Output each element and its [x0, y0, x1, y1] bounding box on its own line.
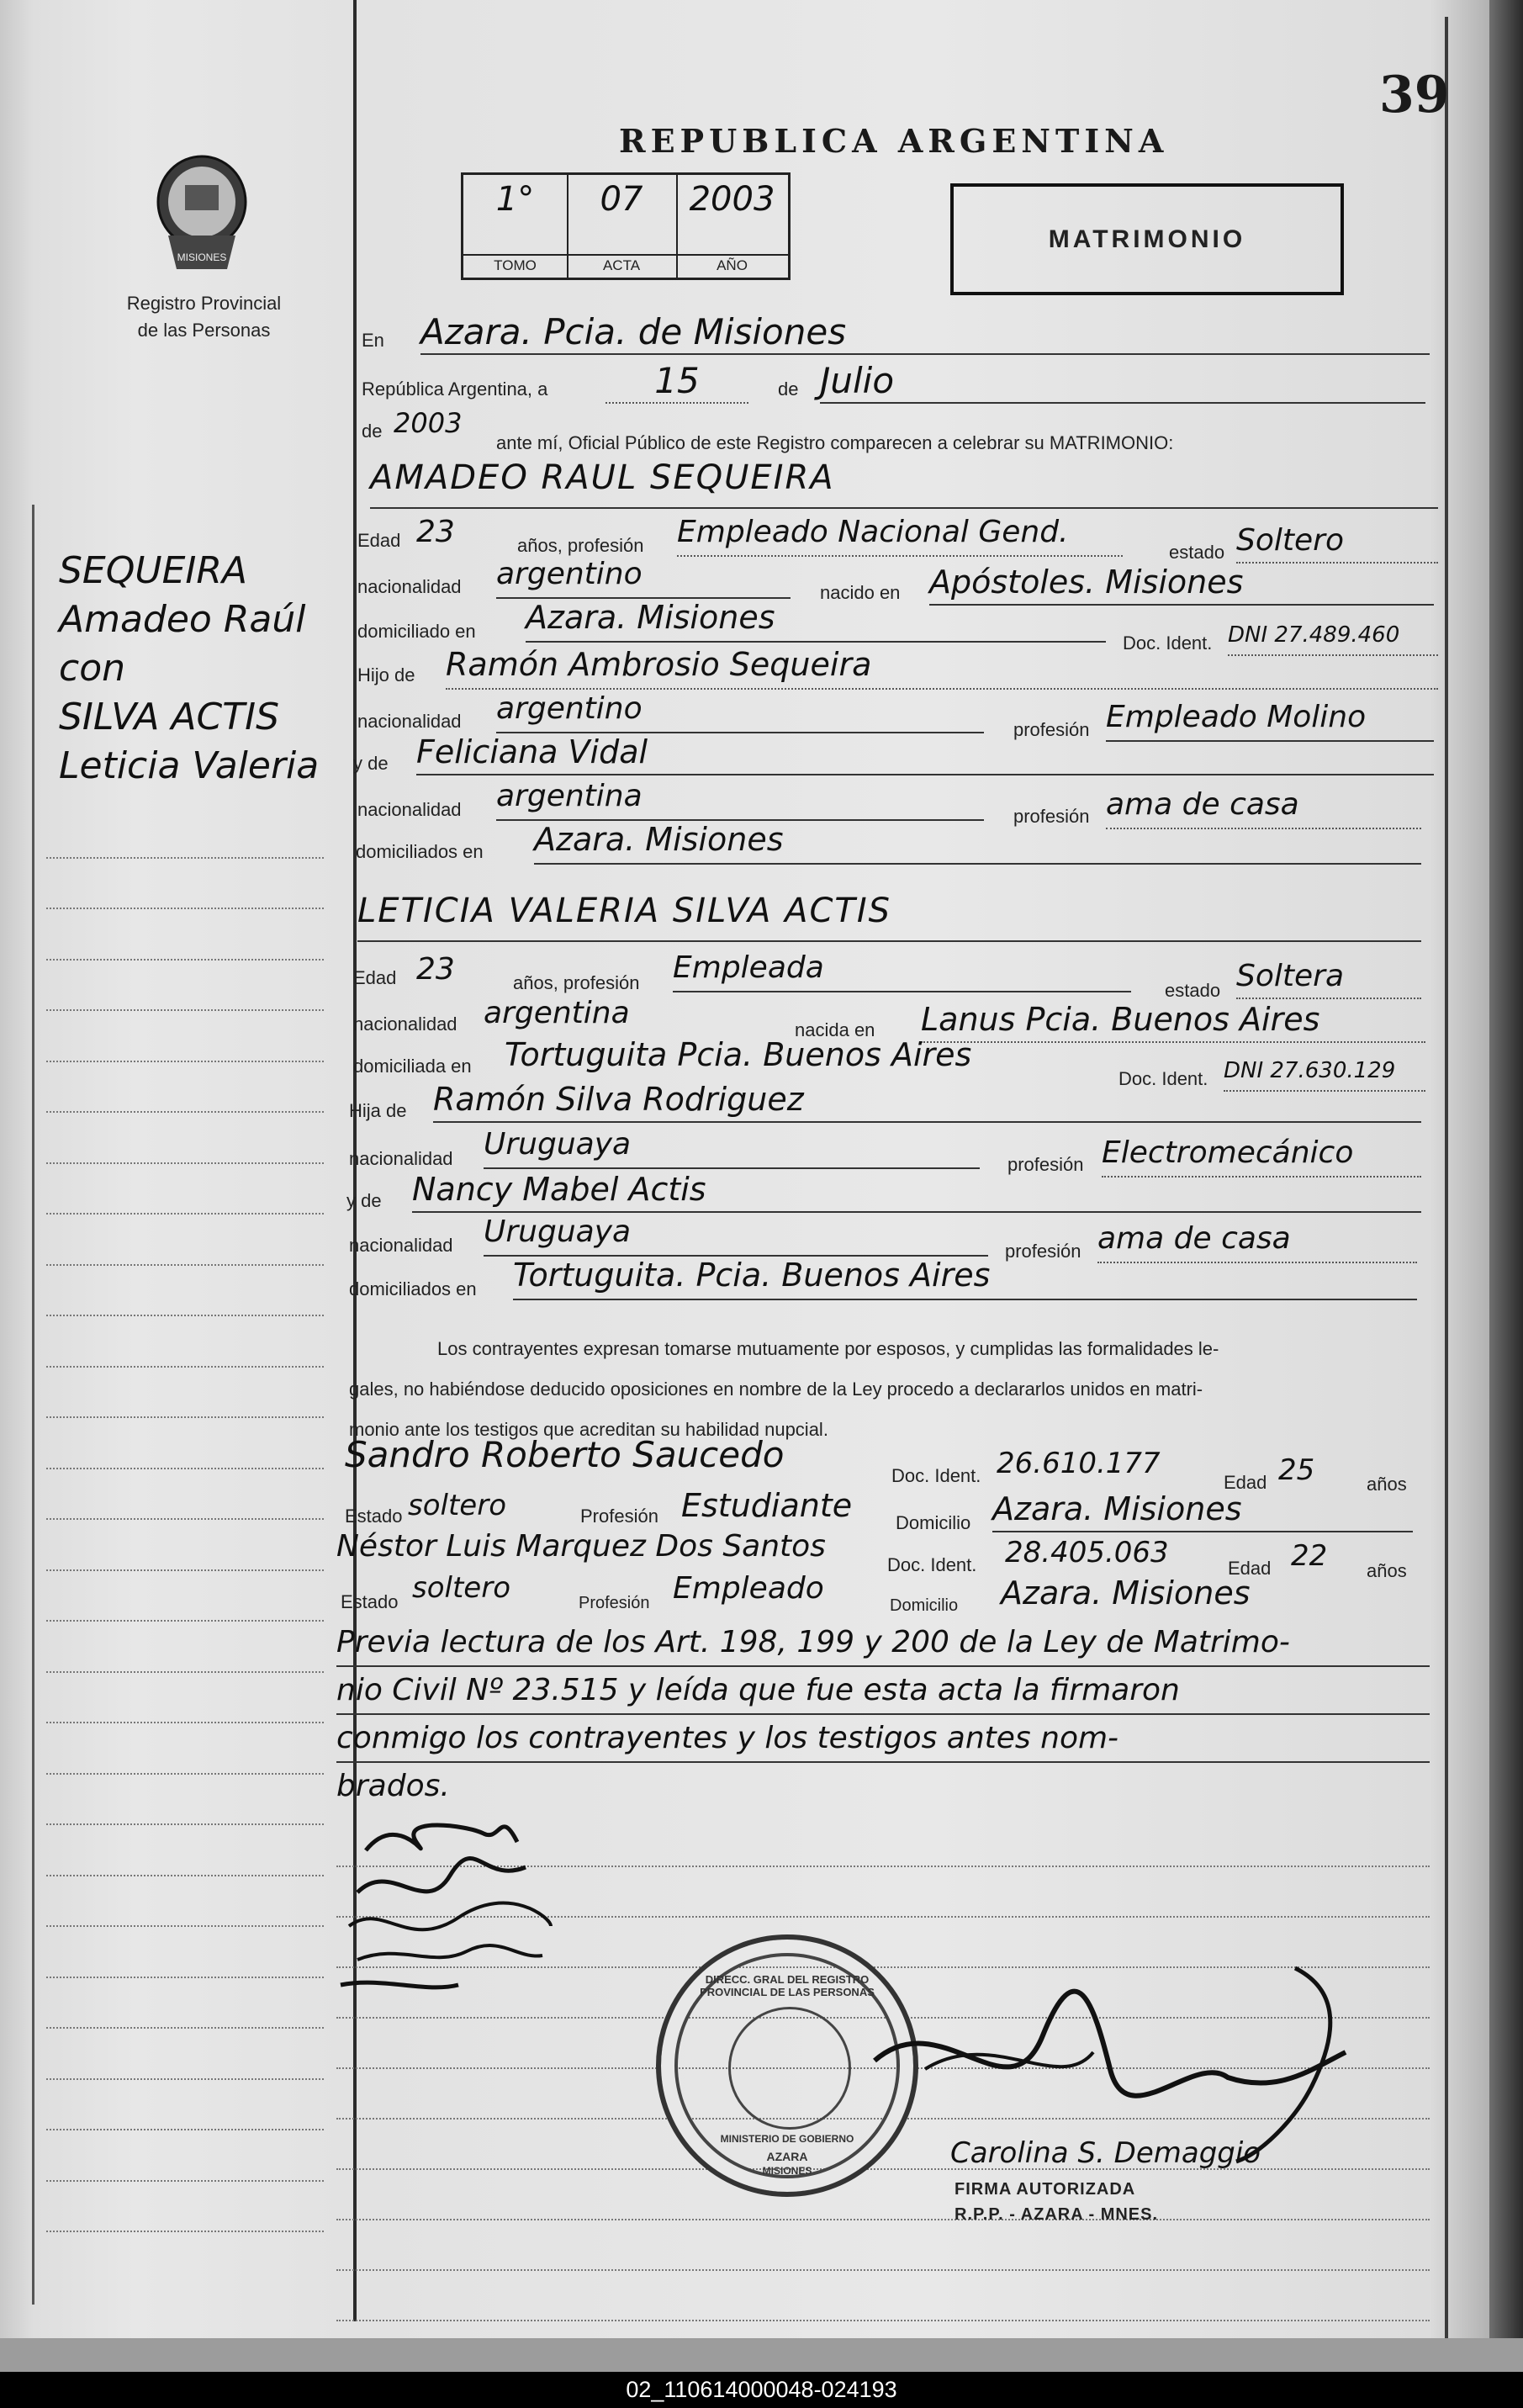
groom-birthplace: Apóstoles. Misiones: [929, 564, 1244, 601]
witness2-status: soltero: [412, 1571, 510, 1605]
bride-father: Ramón Silva Rodriguez: [433, 1081, 804, 1118]
groom-doc-label: Doc. Ident.: [1123, 632, 1213, 654]
month-de-label: de: [778, 378, 799, 400]
closing-text: [336, 1619, 1430, 1809]
tomo-value: 1°: [495, 180, 535, 219]
witness2-dom-label: Domicilio: [890, 1596, 959, 1615]
groom-mother-nac-label: nacionalidad: [357, 799, 462, 820]
witness2-age: 22: [1291, 1539, 1328, 1573]
groom-name-field: [370, 458, 1438, 509]
place-field: [420, 311, 1430, 355]
declaration-text: [349, 1329, 1425, 1450]
bride-profession-field: [673, 950, 1131, 992]
record-number-box: [461, 172, 791, 280]
month-field: [820, 360, 1425, 404]
groom-mother-nat-field: [496, 779, 984, 821]
bride-doc: DNI 27.630.129: [1224, 1058, 1396, 1083]
groom-parents-dom-field: [534, 821, 1421, 865]
bride-father-nac-label: nacionalidad: [349, 1148, 453, 1169]
declaration-line1: Los contrayentes expresan tomarse mutuamente por esposos, y cumplidas las formalidades le-: [437, 1338, 1219, 1359]
witness1-domicile-field: [992, 1490, 1413, 1532]
page-edge-line: [1445, 17, 1448, 2355]
groom-domicile: Azara. Misiones: [526, 599, 775, 636]
witness2-name: Néstor Luis Marquez Dos Santos: [336, 1529, 826, 1564]
groom-mother-prof-label: profesión: [1013, 806, 1090, 827]
bride-parents-domicile: Tortuguita. Pcia. Buenos Aires: [513, 1257, 991, 1294]
ano-label: AÑO: [676, 254, 788, 274]
tomo-label: TOMO: [463, 254, 567, 274]
bride-nationality: argentina: [484, 996, 630, 1030]
witness2-domicile: Azara. Misiones: [1001, 1574, 1251, 1612]
closing-line3: conmigo los contrayentes y los testigos antes nom-: [336, 1715, 1430, 1763]
groom-father-nationality: argentino: [496, 691, 643, 726]
scanner-edge: [1489, 0, 1523, 2372]
margin-note: [59, 547, 319, 791]
witness2-profession: Empleado: [673, 1571, 824, 1606]
groom-mother-field: [416, 733, 1434, 775]
witness1-edad-label: Edad: [1224, 1472, 1267, 1493]
signer-title: FIRMA AUTORIZADA: [955, 2180, 1136, 2199]
seal-caption: MISIONES: [177, 251, 227, 263]
margin-ruled-lines: [46, 807, 324, 2271]
document-type-box: MATRIMONIO: [950, 183, 1344, 295]
witness2-prof-label: Profesión: [579, 1594, 650, 1612]
witness2-doc: 28.405.063: [1005, 1536, 1169, 1569]
bride-age: 23: [416, 952, 455, 987]
witness1-status: soltero: [408, 1489, 506, 1522]
day-value: 15: [654, 360, 700, 401]
groom-nacido-label: nacido en: [820, 582, 901, 603]
groom-status-field: [1236, 523, 1438, 564]
groom-domicile-field: [526, 599, 1106, 643]
groom-estado-label: estado: [1169, 542, 1225, 563]
bride-edad-label: Edad: [353, 967, 397, 988]
witness1-estado-label: Estado: [345, 1506, 403, 1527]
closing-line4: brados.: [336, 1769, 450, 1803]
republica-label: República Argentina, a: [362, 378, 548, 400]
bride-name: LETICIA VALERIA SILVA ACTIS: [357, 892, 892, 930]
groom-nationality-field: [496, 557, 791, 599]
bride-status-field: [1236, 959, 1421, 999]
bride-doc-label: Doc. Ident.: [1118, 1068, 1208, 1089]
witness1-prof-label: Profesión: [580, 1506, 658, 1527]
year-de-label: de: [362, 421, 383, 442]
groom-profession: Empleado Nacional Gend.: [677, 515, 1069, 549]
bride-nac-label: nacionalidad: [353, 1013, 457, 1035]
witness1-profession: Estudiante: [681, 1487, 853, 1524]
groom-status: Soltero: [1236, 523, 1344, 558]
bride-name-field: [357, 892, 1421, 942]
left-margin-rule: [32, 505, 40, 2305]
bride-yde-label: y de: [346, 1190, 382, 1211]
bride-profesion-label: años, profesión: [513, 972, 640, 993]
party-signatures: [332, 1800, 601, 2019]
groom-father: Ramón Ambrosio Sequeira: [446, 646, 872, 683]
witness1-dom-label: Domicilio: [896, 1512, 971, 1533]
registry-name: [101, 290, 307, 344]
stamp-text-top: DIRECC. GRAL DEL REGISTRO PROVINCIAL DE LAS PERSONAS: [700, 1973, 875, 1998]
page-number: 39: [1379, 66, 1450, 124]
margin-note-line3: con: [59, 647, 125, 690]
intro-text: ante mí, Oficial Público de este Registro comparecen a celebrar su MATRIMONIO:: [496, 432, 1174, 453]
groom-yde-label: y de: [353, 753, 389, 774]
bride-birthplace: Lanus Pcia. Buenos Aires: [921, 1001, 1320, 1038]
en-label: En: [362, 330, 384, 351]
witness1-age: 25: [1278, 1453, 1315, 1487]
groom-profesion-label: años, profesión: [517, 535, 644, 556]
witness2-doc-label: Doc. Ident.: [887, 1554, 977, 1575]
ano-value: 2003: [689, 180, 775, 219]
bride-profession: Empleada: [673, 950, 824, 985]
witness2-anos-label: años: [1367, 1560, 1407, 1581]
witness1-name: Sandro Roberto Saucedo: [345, 1434, 785, 1475]
groom-age: 23: [416, 515, 455, 549]
bride-mother-prof-label: profesión: [1005, 1241, 1081, 1262]
country-title: REPUBLICA ARGENTINA: [619, 122, 1169, 160]
margin-note-line4: SILVA ACTIS: [59, 696, 280, 738]
bride-mother: Nancy Mabel Actis: [412, 1171, 706, 1208]
groom-hijo-label: Hijo de: [357, 664, 415, 685]
witness1-doc-label: Doc. Ident.: [891, 1465, 981, 1486]
bride-mother-nac-label: nacionalidad: [349, 1235, 453, 1256]
groom-nationality: argentino: [496, 557, 643, 591]
declaration-line2: gales, no habiéndose deducido oposiciones en nombre de la Ley procedo a declararlos unidos en matri-: [349, 1379, 1203, 1400]
stamp-text-misiones: MISIONES: [762, 2165, 812, 2177]
stamp-emblem: [728, 2007, 851, 2130]
stamp-text-inner: MINISTERIO DE GOBIERNO: [720, 2133, 854, 2145]
bride-father-field: [433, 1081, 1421, 1123]
registry-name-line1: Registro Provincial: [126, 293, 282, 314]
bottom-strip: [0, 2338, 1523, 2372]
groom-parents-dom-label: domiciliados en: [356, 841, 484, 862]
margin-note-line2: Amadeo Raúl: [59, 598, 306, 641]
bride-birthplace-field: [921, 1001, 1425, 1043]
bride-parents-dom-label: domiciliados en: [349, 1278, 477, 1299]
groom-name: AMADEO RAUL SEQUEIRA: [370, 458, 835, 497]
groom-doc: DNI 27.489.460: [1228, 622, 1400, 648]
tomo-cell: [463, 175, 568, 278]
groom-mother: Feliciana Vidal: [416, 733, 648, 770]
bride-dom-label: domiciliada en: [353, 1056, 472, 1077]
bride-mother-nat-field: [484, 1215, 988, 1257]
witness2-edad-label: Edad: [1228, 1558, 1272, 1579]
signer-name: Carolina S. Demaggio: [950, 2136, 1261, 2170]
groom-father-prof-label: profesión: [1013, 719, 1090, 740]
bride-estado-label: estado: [1165, 980, 1221, 1001]
bride-domicile: Tortuguita Pcia. Buenos Aires: [505, 1036, 972, 1073]
groom-nac-label: nacionalidad: [357, 576, 462, 597]
groom-father-nat-field: [496, 691, 984, 733]
groom-edad-label: Edad: [357, 530, 401, 551]
registry-name-line2: de las Personas: [137, 320, 271, 341]
witness1-anos-label: años: [1367, 1474, 1407, 1495]
bride-hija-label: Hija de: [349, 1100, 407, 1121]
groom-dom-label: domiciliado en: [357, 621, 476, 642]
groom-mother-profession: ama de casa: [1106, 787, 1299, 822]
margin-note-line5: Leticia Valeria: [59, 744, 320, 787]
bride-status: Soltera: [1236, 959, 1345, 993]
bride-father-prof-label: profesión: [1007, 1154, 1084, 1175]
day-field: [605, 360, 748, 404]
bride-nacida-label: nacida en: [795, 1019, 875, 1040]
witness1-domicile: Azara. Misiones: [992, 1490, 1242, 1527]
bride-parents-dom-field: [513, 1257, 1417, 1300]
groom-father-profession: Empleado Molino: [1106, 700, 1367, 734]
filename-caption: 02_110614000048-024193: [0, 2372, 1523, 2408]
groom-mother-nationality: argentina: [496, 779, 643, 813]
year-value: 2003: [394, 407, 463, 439]
witness2-estado-label: Estado: [341, 1591, 399, 1612]
ano-cell: [676, 175, 788, 278]
groom-father-nac-label: nacionalidad: [357, 711, 462, 732]
provincial-seal-icon: [151, 151, 252, 278]
bride-mother-profession: ama de casa: [1097, 1221, 1291, 1256]
groom-father-field: [446, 646, 1438, 690]
acta-value: 07: [600, 180, 643, 219]
acta-label: ACTA: [567, 254, 676, 274]
acta-cell: [567, 175, 678, 278]
closing-line1: Previa lectura de los Art. 198, 199 y 200 de la Ley de Matrimo-: [336, 1619, 1430, 1667]
bride-father-nat-field: [484, 1127, 980, 1169]
groom-parents-domicile: Azara. Misiones: [534, 821, 784, 858]
signer-office: R.P.P. - AZARA - MNES.: [955, 2205, 1159, 2224]
month-value: Julio: [820, 360, 895, 401]
groom-profession-field: [677, 515, 1123, 557]
stamp-text-azara: AZARA: [766, 2150, 808, 2163]
margin-note-line1: SEQUEIRA: [59, 549, 248, 592]
place-value: Azara. Pcia. de Misiones: [420, 311, 847, 352]
bride-father-nationality: Uruguaya: [484, 1127, 632, 1162]
witness1-doc: 26.610.177: [997, 1447, 1161, 1480]
bride-mother-field: [412, 1171, 1421, 1213]
declaration-line3: monio ante los testigos que acreditan su habilidad nupcial.: [349, 1419, 828, 1440]
bride-father-profession: Electromecánico: [1102, 1135, 1354, 1170]
bride-mother-nationality: Uruguaya: [484, 1215, 632, 1249]
closing-line2: nio Civil Nº 23.515 y leída que fue esta acta la firmaron: [336, 1667, 1430, 1715]
